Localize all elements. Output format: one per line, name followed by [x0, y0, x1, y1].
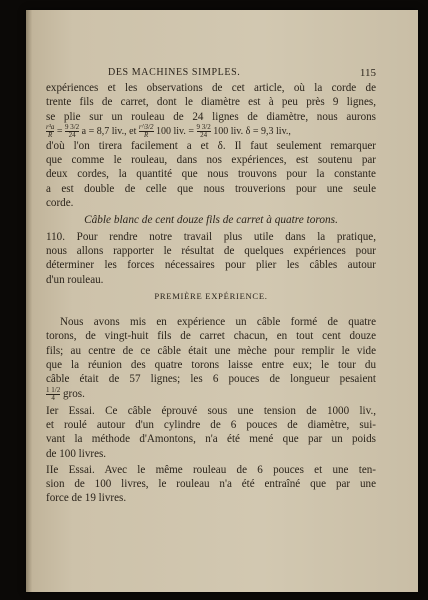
- text-line: que la réunion des quatre torons laisse entre eux; le tour du: [46, 359, 376, 372]
- text-line: câble était de 57 lignes; les 6 pouces de longueur pesaient: [46, 373, 376, 386]
- page-header: [46, 66, 376, 80]
- running-head: DES MACHINES SIMPLES.: [108, 67, 241, 78]
- text-line: et roulé autour d'un cylindre de 6 pouces de diamètre, sui-: [46, 418, 376, 431]
- equation-line: $\frac{\text{r³a}}{R}$ = $\frac{9 3/2}{24}$ a = 8,7 liv., et $\frac{r\^{}3/2}{R}$ 100 liv. = $\frac{9 3/2}{24}$ 100 liv. δ = 9,3 liv.,: [46, 122, 291, 139]
- essai-label: IIe Essai.: [46, 463, 95, 476]
- text-line: que comme le rouleau, dans nos expériences, est soutenu par: [46, 154, 376, 167]
- text-line: nous allons rapporter le résultat de quelques expériences pour: [46, 244, 376, 257]
- text-line: deux cordes, la quantité que nous trouvons pour la constante: [46, 168, 376, 181]
- fraction: $\frac{9 3/2}{24}$: [64, 122, 80, 139]
- text-line: trente fils de carret, dont le diamètre est à peu près 9 lignes,: [46, 96, 376, 109]
- page-gutter-shadow: [26, 10, 32, 592]
- text-line: corde.: [46, 197, 74, 210]
- text-line: déterminer les forces nécessaires pour plier les câbles autour: [46, 259, 376, 272]
- text-line: se plie sur un rouleau de 24 lignes de diamètre, nous aurons: [46, 110, 376, 123]
- text-line: d'où l'on tirera facilement a et δ. Il faut seulement remarquer: [46, 139, 376, 152]
- page-text-block: [46, 66, 376, 506]
- text-line: vant la méthode d'Amontons, n'a été mené que par un poids: [46, 433, 376, 446]
- paragraph-experiment: [46, 315, 376, 401]
- page-number: 115: [359, 67, 376, 79]
- fraction: $\frac{9 3/2}{24}$: [196, 122, 211, 139]
- text-line: IIe Essai. Avec le même rouleau de 6 pouces et une ten-: [46, 463, 376, 476]
- paragraph-intro: [46, 81, 376, 124]
- text-line: expériences et les observations de cet article, où la corde de: [46, 82, 376, 94]
- text-line: a est double de celle que nous trouverions pour une seule: [46, 182, 376, 195]
- fraction: $\frac{\text{r³a}}{R}$: [46, 122, 55, 139]
- fraction: $\frac{1 1/2}{4}$: [46, 385, 61, 402]
- paragraph-essai-2: [46, 463, 376, 506]
- text-line: Ier Essai. Ce câble éprouvé sous une tension de 1000 liv.,: [46, 404, 376, 417]
- text-line: Nous avons mis en expérience un câble formé de quatre: [60, 316, 376, 329]
- paragraph-110: [46, 230, 376, 287]
- text-line: de 100 livres.: [46, 447, 107, 460]
- paragraph-remark: [46, 139, 376, 210]
- text-line: d'un rouleau.: [46, 273, 104, 286]
- text-line: force de 19 livres.: [46, 492, 127, 505]
- text-line: 110. Pour rendre notre travail plus utile dans la pratique,: [46, 230, 376, 243]
- text-line: fils; au centre de ce câble était une mèche pour remplir le vide: [46, 344, 376, 357]
- text-line: $\frac{1 1/2}{4}$ gros.: [46, 385, 85, 402]
- fraction: $\frac{r\^{}3/2}{R}$: [138, 122, 154, 139]
- experience-title: PREMIÈRE EXPÉRIENCE.: [154, 290, 268, 301]
- subsection-title: Câble blanc de cent douze fils de carret à quatre torons.: [84, 214, 338, 227]
- text-line: torons, de vingt-huit fils de carret chacun, en tout cent douze: [46, 330, 376, 343]
- paragraph-essai-1: [46, 404, 376, 461]
- essai-label: Ier Essai.: [46, 404, 95, 417]
- text-line: sion de 100 livres, le rouleau n'a été entraîné que par une: [46, 478, 376, 491]
